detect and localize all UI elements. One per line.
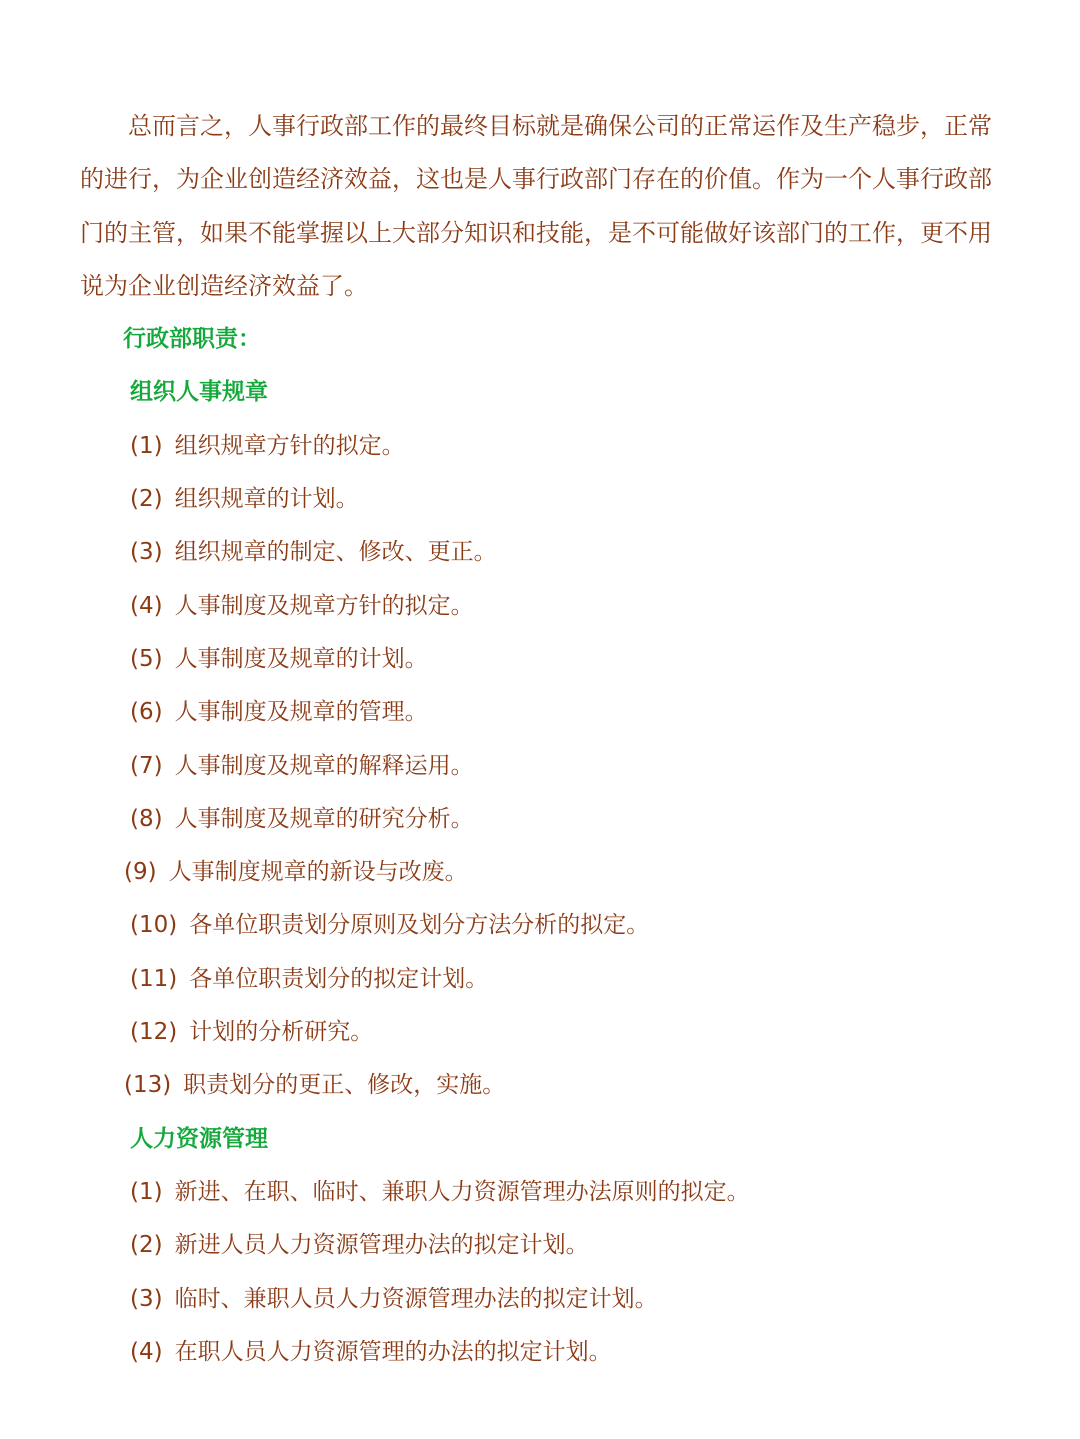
list-item-text: 人事制度及规章的解释运用。 — [174, 752, 474, 779]
list-item — [80, 899, 1000, 952]
list-item-number: (4) — [130, 592, 163, 619]
list-item-number: (2) — [130, 486, 163, 513]
list-item — [80, 473, 1000, 526]
intro-paragraph: 总而言之，人事行政部工作的最终目标就是确保公司的正常运作及生产稳步，正常的进行，为企业创造经济效益，这也是人事行政部门存在的价值。作为一个人事行政部门的主管，如果不能掌握以上大部分知识和技能，是不可能做好该部门的工作，更不用说为企业创造经济效益了。 — [80, 112, 992, 300]
list-item-text: 临时、兼职人员人力资源管理办法的拟定计划。 — [174, 1285, 658, 1312]
list-item — [80, 1059, 1000, 1112]
list-item-text: 人事制度规章的新设与改废。 — [168, 859, 468, 886]
list-item-text: 组织规章方针的拟定。 — [174, 432, 405, 459]
list-item — [80, 740, 1000, 793]
list-item — [80, 580, 1000, 633]
list-item-number: (4) — [130, 1338, 163, 1365]
list-item — [80, 846, 1000, 899]
list-item-number: (7) — [130, 752, 163, 779]
list-item-number: (2) — [130, 1232, 163, 1259]
list-item-text: 组织规章的制定、修改、更正。 — [174, 539, 497, 566]
list-item-text: 各单位职责划分原则及划分方法分析的拟定。 — [189, 912, 650, 939]
list-item — [80, 953, 1000, 1006]
section-title: 行政部职责： — [123, 326, 261, 353]
list-item-text: 人事制度及规章的计划。 — [174, 645, 428, 672]
list-item-number: (12) — [130, 1019, 178, 1046]
list-item — [80, 526, 1000, 579]
list-item — [80, 633, 1000, 686]
list-item — [80, 1006, 1000, 1059]
list-item-text: 职责划分的更正、修改，实施。 — [183, 1072, 506, 1099]
list-item-number: (8) — [130, 805, 163, 832]
list-item — [80, 793, 1000, 846]
document-body — [80, 100, 1000, 1379]
list-item-text: 计划的分析研究。 — [189, 1019, 374, 1046]
list-item — [80, 686, 1000, 739]
list-item — [80, 1273, 1000, 1326]
list-item-text: 人事制度及规章方针的拟定。 — [174, 592, 474, 619]
list-item-number: (10) — [130, 912, 178, 939]
list-item-number: (5) — [130, 645, 163, 672]
list-item — [80, 1326, 1000, 1379]
list-item-number: (13) — [124, 1072, 172, 1099]
org-rules-title: 组织人事规章 — [130, 379, 268, 406]
list-item — [80, 420, 1000, 473]
list-item-number: (1) — [130, 432, 163, 459]
list-item-number: (6) — [130, 699, 163, 726]
list-item-text: 各单位职责划分的拟定计划。 — [189, 965, 489, 992]
list-item-number: (1) — [130, 1178, 163, 1205]
list-item-number: (3) — [130, 539, 163, 566]
list-item-number: (9) — [124, 859, 157, 886]
list-item — [80, 1166, 1000, 1219]
list-item-text: 组织规章的计划。 — [174, 486, 359, 513]
list-item-text: 人事制度及规章的管理。 — [174, 699, 428, 726]
hr-management-title: 人力资源管理 — [130, 1125, 268, 1152]
list-item-number: (11) — [130, 965, 178, 992]
list-item-text: 在职人员人力资源管理的办法的拟定计划。 — [174, 1338, 612, 1365]
list-item-text: 人事制度及规章的研究分析。 — [174, 805, 474, 832]
list-item-text: 新进人员人力资源管理办法的拟定计划。 — [174, 1232, 589, 1259]
list-item-number: (3) — [130, 1285, 163, 1312]
list-item-text: 新进、在职、临时、兼职人力资源管理办法原则的拟定。 — [174, 1178, 750, 1205]
list-item — [80, 1219, 1000, 1272]
